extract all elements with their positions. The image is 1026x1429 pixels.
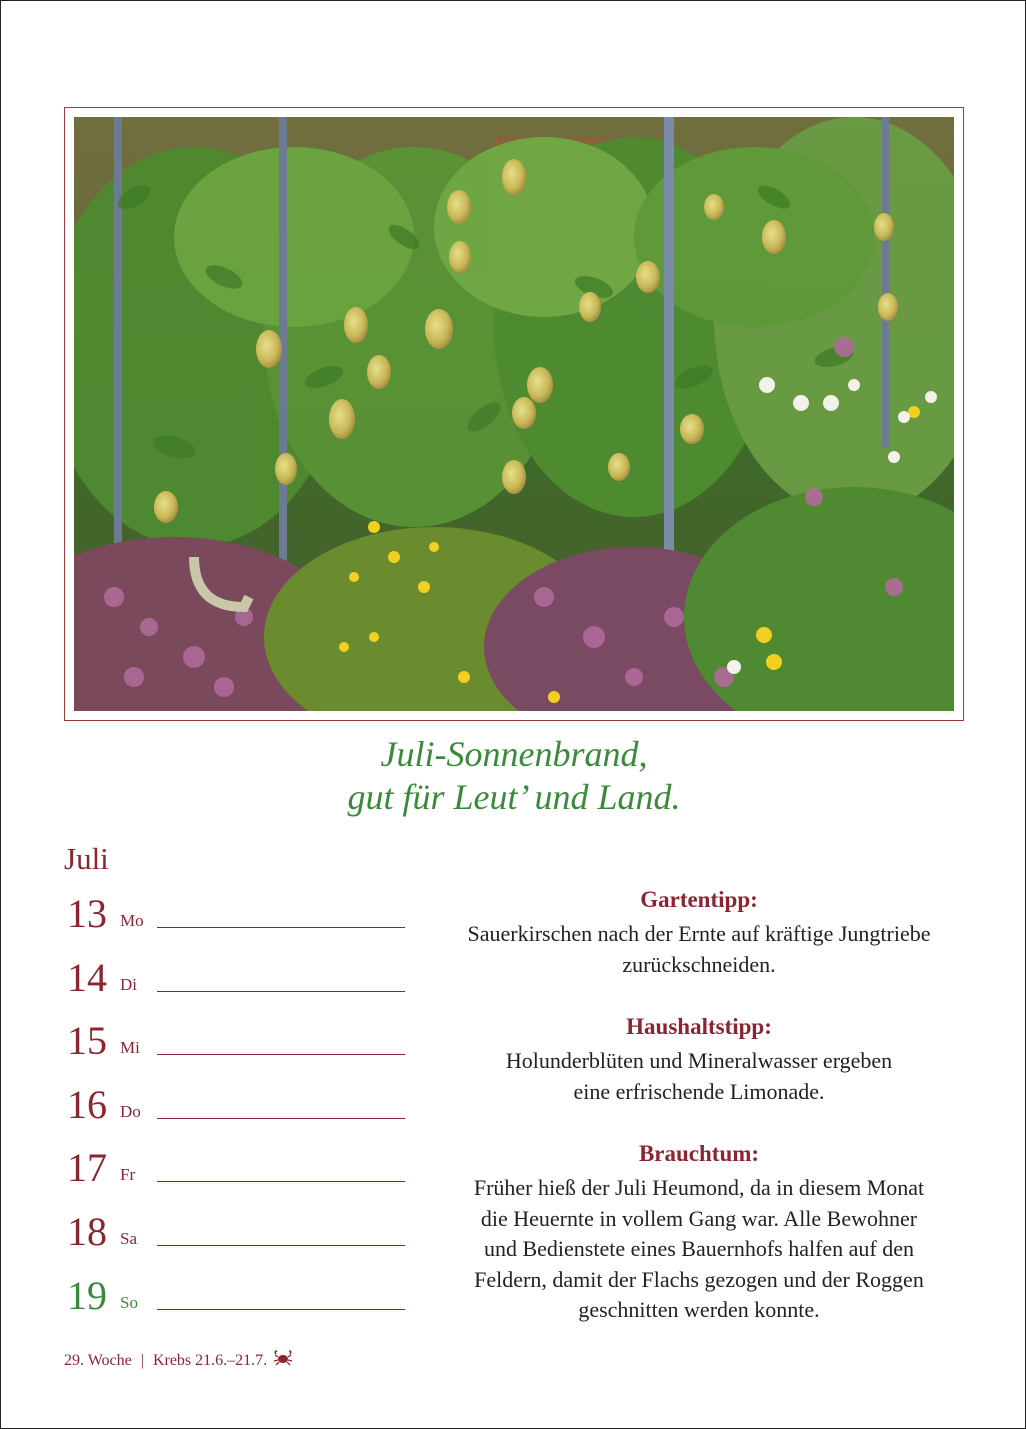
day-row-di — [67, 955, 407, 1019]
tip-line: Feldern, damit der Flachs gezogen und der Roggen — [474, 1266, 924, 1292]
tip-line: Sauerkirschen nach der Ernte auf kräftige Jungtriebe — [467, 921, 931, 946]
day-row-do — [67, 1082, 407, 1146]
note-line — [157, 1054, 405, 1055]
day-row-so — [67, 1273, 407, 1337]
note-line — [157, 991, 405, 992]
day-name: Mi — [120, 1038, 140, 1058]
day-list — [67, 891, 407, 1336]
tip-line: geschnitten werden konnte. — [578, 1297, 820, 1322]
photo-frame — [64, 107, 964, 721]
household-tip-title: Haushaltstipp: — [626, 1014, 772, 1039]
day-number: 18 — [67, 1208, 107, 1254]
note-line — [157, 1245, 405, 1246]
note-line — [157, 1309, 405, 1310]
footer-separator: | — [140, 1351, 144, 1369]
tip-line: eine erfrischende Limonade. — [573, 1078, 825, 1104]
day-row-mi — [67, 1018, 407, 1082]
tip-line: Holunderblüten und Mineralwasser ergeben — [505, 1048, 893, 1073]
day-name: Do — [120, 1101, 141, 1121]
custom-tip-title: Brauchtum: — [638, 1141, 760, 1166]
tip-line: Früher hieß der Juli Heumond, da in diesem Monat — [473, 1175, 925, 1200]
tips-section — [433, 883, 965, 1356]
footer — [64, 1350, 293, 1371]
tip-line: und Bedienstete eines Bauernhofs halfen auf den — [483, 1236, 915, 1261]
crab-icon — [273, 1350, 293, 1371]
day-name: Sa — [120, 1228, 137, 1248]
day-row-mo — [67, 891, 407, 955]
garden-image — [74, 117, 954, 711]
proverb-line-1: Juli-Sonnenbrand, — [380, 734, 648, 774]
custom-tip-text — [433, 1173, 965, 1326]
proverb-line-2: gut für Leut’ und Land. — [347, 777, 681, 817]
day-name: So — [120, 1292, 138, 1312]
day-name: Mo — [120, 911, 144, 930]
day-number: 13 — [67, 891, 107, 936]
weather-proverb — [1, 733, 1026, 819]
day-name: Di — [120, 974, 137, 994]
zodiac-label: Krebs 21.6.–21.7. — [152, 1351, 268, 1369]
household-tip-text — [433, 1046, 965, 1107]
garden-tip-title: Gartentipp: — [640, 887, 758, 912]
note-line — [157, 1181, 405, 1182]
tip-line: zurückschneiden. — [622, 951, 776, 977]
day-number: 17 — [67, 1145, 107, 1191]
garden-tip-text — [433, 919, 965, 980]
month-label: Juli — [64, 841, 109, 876]
day-number: 16 — [67, 1081, 107, 1127]
day-number: 19 — [67, 1272, 107, 1318]
tip-line: die Heuernte in vollem Gang war. Alle Bewohner — [480, 1205, 918, 1231]
day-row-sa — [67, 1209, 407, 1273]
day-name: Fr — [120, 1165, 136, 1185]
note-line — [157, 927, 405, 928]
week-number: 29. Woche — [64, 1351, 132, 1369]
day-number: 14 — [67, 954, 107, 1000]
note-line — [157, 1118, 405, 1119]
pear-orchard-photo — [74, 117, 954, 711]
day-number: 15 — [67, 1018, 107, 1064]
day-row-fr — [67, 1145, 407, 1209]
